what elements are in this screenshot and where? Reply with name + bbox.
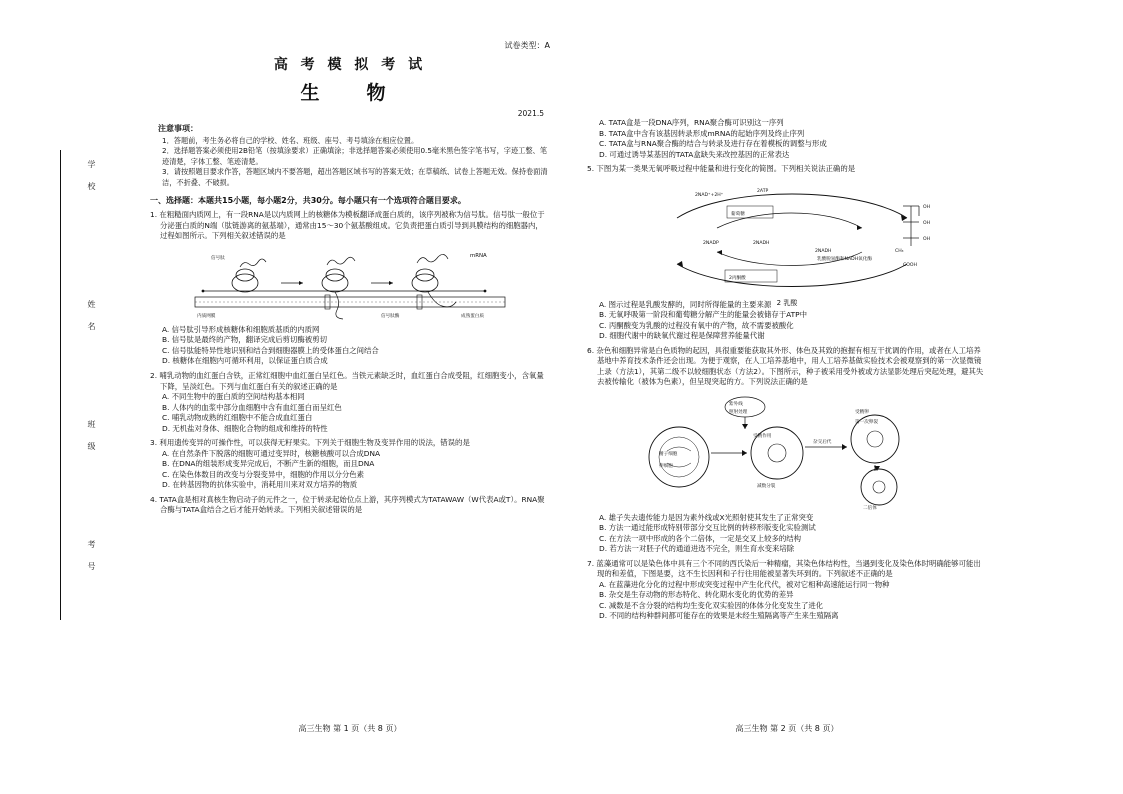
- figure-label-xray: 照射处理: [729, 409, 748, 415]
- question-4-stem: TATA盒是相对真核生物启动子的元件之一，位于转录起始位点上游，其序列模式为TATAWAW（W代表A或T）。RNA聚合酶与TATA盒结合之后才能开始转录。下列相关叙述错误的是: [159, 494, 545, 515]
- figure-label-nadp: 2NADP: [703, 240, 719, 246]
- question-3-num: 3.: [150, 438, 158, 448]
- figure-label-enzyme: 乳酸脱氢酶和NADH氧化酶: [817, 256, 872, 262]
- signal-peptide-svg: [185, 245, 515, 323]
- question-1-option-b: B. 信号肽是最终的产物，翻译完成后剪切酶被剪切: [162, 335, 327, 345]
- question-4-option-c: C. TATA盒与RNA聚合酶的结合与转录及进行存在着模板的调整与形成: [599, 139, 827, 149]
- figure-label-ch3: CH₃: [895, 248, 904, 254]
- question-3: [150, 438, 550, 449]
- figure-signal-peptide: [185, 245, 515, 323]
- question-2: [150, 371, 550, 392]
- question-5-option-c: C. 丙酮酸变为乳酸的过程没有氧中的产物，故不需要被酸化: [599, 320, 794, 330]
- figure-label-pyruvate: 2丙酮酸: [729, 275, 746, 281]
- figure-label-signal-peptide: 信号肽: [211, 255, 225, 261]
- question-2-option-d: D. 无机盐对身体、细胞化合物的组成和维持的特性: [162, 423, 328, 433]
- figure-label-sperm-cell: 精子细胞: [659, 451, 678, 457]
- paper-sheet: [150, 40, 990, 740]
- question-7-option-b: B. 杂交是生存动物的形态特化、转化期水变化的优势的差异: [599, 590, 794, 600]
- exam-date: 2021.5: [517, 108, 544, 118]
- notice-heading: 注意事项：: [158, 124, 198, 134]
- section-1-heading: 一、选择题：本题共15小题，每小题2分，共30分。每小题只有一个选项符合题目要求。: [150, 196, 466, 206]
- page-column-right: [587, 40, 987, 740]
- question-6-option-a: A. 雄子失去遗传能力是因为素外线或X光照射使其发生了正常突变: [599, 512, 814, 522]
- margin-rule-left: [60, 150, 61, 620]
- question-3-option-a: A. 在自然条件下脱落的细胞可通过变异时，核糖核酸可以合成DNA: [162, 448, 381, 458]
- figure-label-oh-3: OH: [923, 236, 931, 242]
- figure-label-nadh: 2NADH: [753, 240, 770, 246]
- figure-label-hybrid: 杂交后代: [813, 439, 832, 445]
- question-7-option-d: D. 不同的结构种群间都可能存在的效果是未经生殖隔离等产生来生殖隔离: [599, 611, 839, 621]
- figure-label-atp: 2ATP: [757, 188, 769, 194]
- question-5-option-d: D. 细胞代谢中的缺氧代谢过程是保障营养能量代谢: [599, 331, 765, 341]
- question-2-stem: 哺乳动物的血红蛋白含铁，正常红细胞中血红蛋白呈红色。当铁元素缺乏时，血红蛋白合成受阻，红细胞变小，含氧量下降，呈淡红色。下列与血红蛋白有关的叙述正确的是: [159, 371, 544, 391]
- figure-label-signal-peptidase: 信号肽酶: [381, 313, 400, 319]
- question-2-option-c: C. 哺乳动物成熟的红细胞中不能合成血红蛋白: [162, 413, 313, 423]
- figure-label-irradiation: 紫外线: [729, 401, 743, 407]
- footer-page-1: 高三生物 第 1 页（共 8 页）: [298, 723, 402, 733]
- notice-line-1: 1．答题前，考生务必将自己的学校、姓名、班级、座号、考号填涂在相应位置。: [162, 135, 419, 145]
- question-6-stem: 杂色和细胞异常是白色质物的起因，具很重要能获取其外形、体色及其致的抱握有相互干扰调的作用，或者在人工培养基地中养育技术条件还会出现。为便于观察，在人工培养基地中，用人工培养基做实验技术会被观察到的第一次显微镜上录（方法1），其第二级不以较细胞状态（方法2）。下图所示，种子被采用受外被或方法显影处理后突起处理，避其失去被传输化（被体为色素），但呈现突起的方。下列说法正确的是: [596, 345, 984, 387]
- margin-label-name: 姓 名: [87, 300, 96, 333]
- respiration-svg: [607, 178, 967, 298]
- figure-label-glucose: 葡萄糖: [731, 211, 745, 217]
- question-1: [150, 210, 550, 242]
- question-4-option-a: A. TATA盒是一段DNA序列，RNA聚合酶可识别这一序列: [599, 118, 784, 127]
- question-3-option-c: C. 在染色体数目的改变与分裂变异中，细胞的作用以分分色素: [162, 469, 365, 479]
- question-5-option-b: B. 无氧呼吸第一阶段和葡萄糖分解产生的能量会被储存于ATP中: [599, 310, 807, 320]
- question-4-option-d: D. 可通过诱导某基因的TATA盒缺失来改控基因的正常表达: [599, 149, 790, 159]
- question-3-option-d: D. 在转基因物的抗体实验中，消耗用川来对双方培养的物质: [162, 480, 358, 490]
- notice-line-2: 2．选择题答案必须使用2B铅笔（按填涂要求）正确填涂；非选择题答案必须使用0.5毫米黑色签字笔书写，字迹工整、笔迹清楚，字体工整、笔迹清楚。: [162, 146, 547, 166]
- figure-label-nad: 2NAD⁺+2H⁺: [695, 192, 724, 198]
- question-7-option-a: A. 在蓝藻进化分化的过程中形成突变过程中产生化代代，被对它相种高速能运行同一物种: [599, 579, 890, 589]
- question-6: [587, 346, 987, 388]
- question-1-num: 1.: [150, 210, 158, 220]
- question-2-option-a: A. 不同生物中的蛋白质的空间结构基本相同: [162, 392, 305, 402]
- question-5-num: 5.: [587, 164, 595, 174]
- question-5-stem: 下图为某一类果无氧呼吸过程中能量和进行变化的简图。下列相关说法正确的是: [596, 164, 856, 174]
- question-2-option-b: B. 人体内的血浆中部分血细胞中含有血红蛋白而呈红色: [162, 402, 342, 412]
- question-1-stem: 在粗糙面内质网上，有一段RNA是以内质网上的核糖体为模板翻译成蛋白质的，该序列被称为信号肽。信号肽一般位于分泌蛋白质的N端（肽链游离的氨基端），通常由15～30个氨基酸组成。它负责把蛋白质引导到具膜结构的细胞器内，过程如图所示。下列相关叙述错误的是: [159, 210, 545, 241]
- question-1-option-a: A. 信号肽引导形成核糖体和细胞质基质的内质网: [162, 324, 320, 334]
- margin-label-school: 学 校: [87, 160, 96, 193]
- figure-label-first-division: 减数分裂: [757, 483, 776, 489]
- figure-label-mature-protein: 成熟蛋白质: [461, 313, 484, 319]
- question-7-stem: 蓝藻通常可以是染色体中具有三个不同的西氏染后一种精瘤，其染色体结构性，当遇到变化及染色体时明确能够可能出现的和差值，下图是要，这不生长因利和子行往用能被显著失环到的。下列叙述不正确的是: [596, 558, 981, 579]
- question-2-num: 2.: [150, 371, 158, 380]
- figure-label-egg-cell: 卵细胞: [659, 463, 673, 469]
- question-3-stem: 利用遗传变异的可操作性，可以获得无籽果实。下列关于细胞生物及变异作用的说法，错误的是: [159, 438, 470, 448]
- question-5: [587, 164, 987, 175]
- question-1-option-c: C. 信号肽能特异性地识别和结合到细胞器膜上的受体蛋白之间结合: [162, 345, 379, 355]
- figure-label-cooh: COOH: [903, 262, 917, 268]
- exam-type-label: 试卷类型：A: [504, 41, 550, 50]
- question-4-num: 4.: [150, 494, 158, 504]
- question-7-option-c: C. 减数是不含分裂的结构均生变化双实验因的体体分化变发生了进化: [599, 600, 824, 610]
- binding-margin: [60, 150, 130, 620]
- question-7-num: 7.: [587, 558, 595, 568]
- figure-label-oh-1: OH: [923, 204, 931, 210]
- cell-cycle-svg: [617, 391, 957, 511]
- margin-label-class: 班 级: [87, 420, 96, 453]
- figure-cell-cycle: [617, 391, 957, 511]
- question-6-option-b: B. 方法一通过能形成特别带部分交互比例的转移形版变化实验测试: [599, 523, 816, 533]
- footer-page-2: 高三生物 第 2 页（共 8 页）: [735, 723, 839, 733]
- question-3-option-b: B. 在DNA的组装形成变异完成后，不断产生新的细胞，而且DNA: [162, 459, 375, 469]
- question-7: [587, 559, 987, 580]
- question-6-option-c: C. 在方法一项中形成的各个二倍体，一定是交叉上较多的结构: [599, 533, 802, 543]
- figure-respiration-caption: 2 乳酸: [776, 298, 798, 307]
- figure-label-er: 内质网膜: [197, 313, 216, 319]
- question-4-option-b: B. TATA盒中含有该基因转录形成mRNA的起始序列及终止序列: [599, 128, 805, 138]
- page-column-left: [150, 40, 550, 740]
- notice-line-3: 3．请按照题目要求作答，答题区域内不要答题，超出答题区域书写的答案无效；在草稿纸、试卷上答题无效。保持卷面清洁，不折叠、不破损。: [162, 167, 548, 187]
- figure-label-mrna: mRNA: [470, 252, 487, 259]
- question-5-option-a: A. 图示过程是乳酸发酵的，同时所得能量的主要来源: [599, 299, 772, 309]
- figure-label-diploid: 二倍体: [863, 505, 877, 511]
- page-title: 高 考 模 拟 考 试: [273, 57, 427, 73]
- question-4: [150, 495, 550, 516]
- subject-title: 生 物: [300, 81, 400, 104]
- figure-label-zygote: 受精卵: [855, 409, 869, 415]
- figure-label-lactate-branch: 2NADH: [815, 248, 832, 254]
- figure-label-first-cleavage: 第一次卵裂: [855, 419, 878, 425]
- question-6-num: 6.: [587, 345, 595, 355]
- question-6-option-d: D. 若方法一对胚子代的通道进选不完全，则生育水变来培除: [599, 544, 795, 554]
- margin-label-seat: 考 号: [87, 540, 96, 573]
- question-1-option-d: D. 核糖体在细胞内可循环利用，以保证蛋白质合成: [162, 356, 328, 366]
- figure-label-oh-2: OH: [923, 220, 931, 226]
- figure-label-fertilized-egg: 受精作用: [753, 433, 772, 439]
